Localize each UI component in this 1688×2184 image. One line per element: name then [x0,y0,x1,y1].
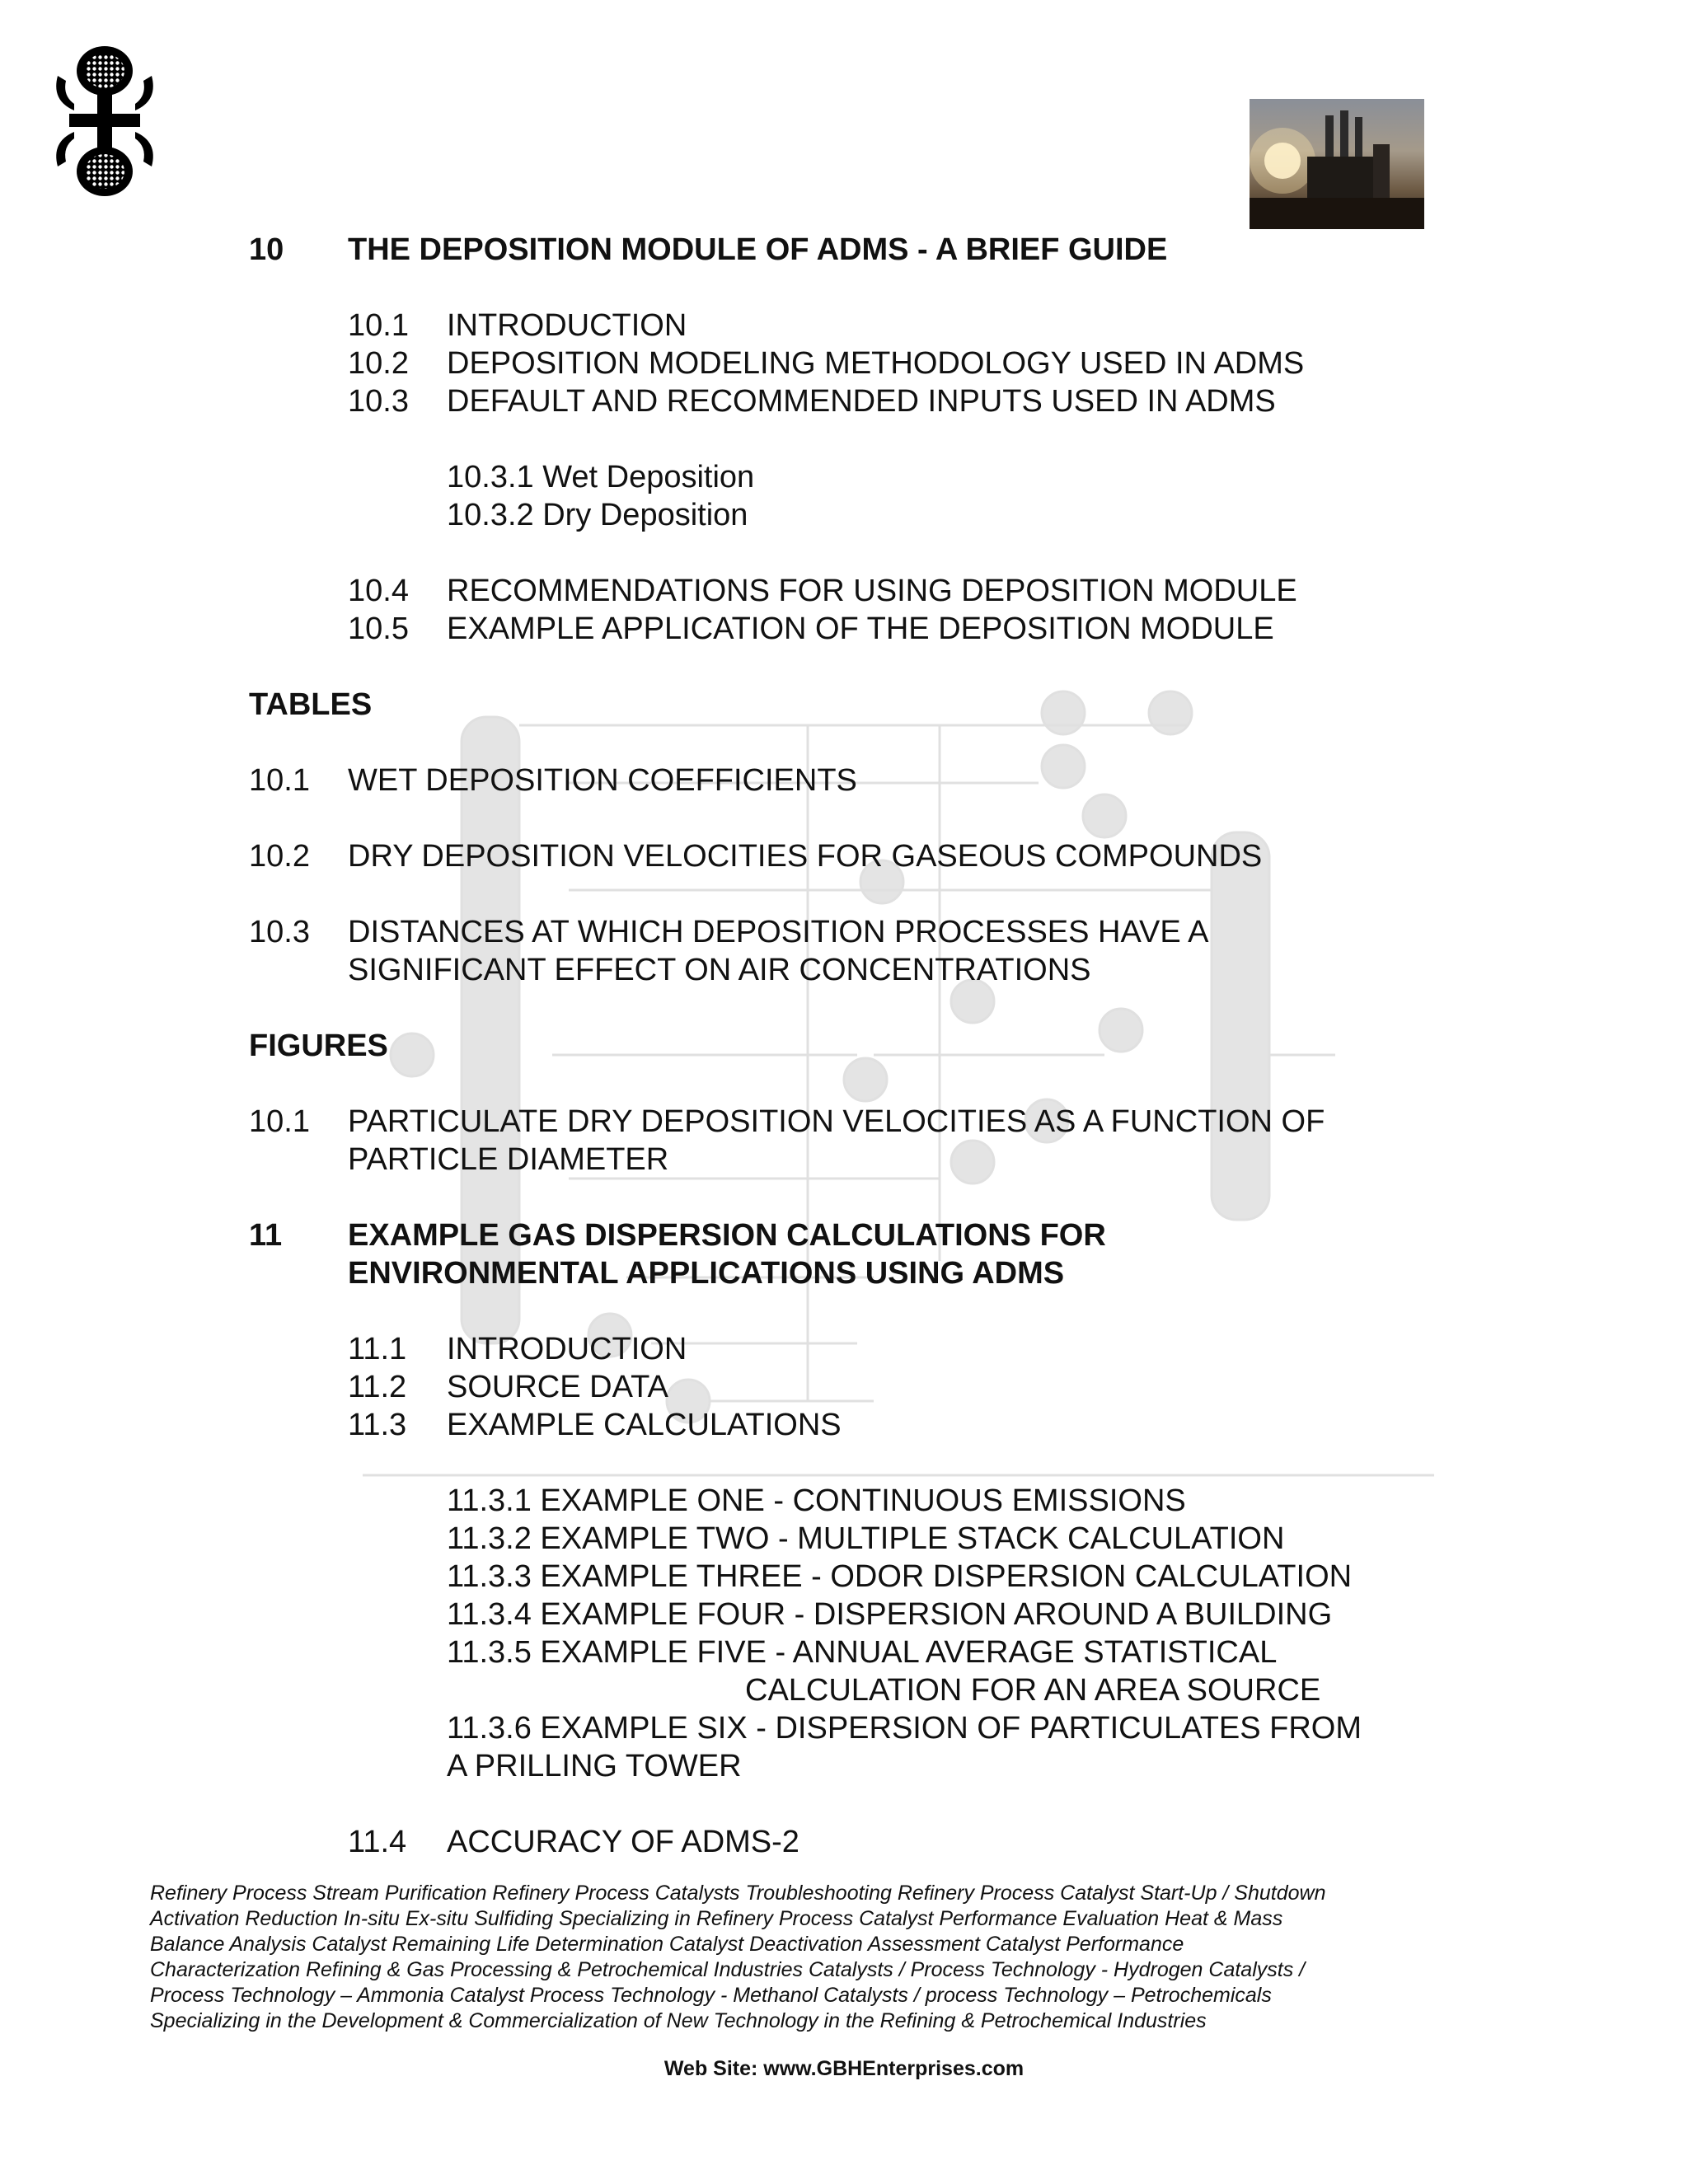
toc-entry-number: 10.1 [348,308,409,343]
refinery-sunset-photo [1250,99,1424,229]
footer-line: Refinery Process Stream Purification Refinery Process Catalysts Troubleshooting Refinery Process Catalyst Start-Up / Shutdown [150,1882,1326,1905]
section-heading [249,1216,1106,1254]
section-title: THE DEPOSITION MODULE OF ADMS - A BRIEF GUIDE [348,232,1168,267]
table-entry-number: 10.2 [249,839,310,874]
toc-subentry: 11.3.2 EXAMPLE TWO - MULTIPLE STACK CALCULATION [447,1521,1285,1556]
table-entry-number: 10.3 [249,915,310,949]
toc-entry [348,572,1297,610]
table-entry-continuation: SIGNIFICANT EFFECT ON AIR CONCENTRATIONS [348,953,1091,987]
footer-services-text [150,1881,1436,2034]
toc-entry-number: 10.3 [348,384,409,419]
footer-line: Specializing in the Development & Commercialization of New Technology in the Refining & Petrochemical Industries [150,2009,1207,2032]
toc-entry [348,1823,799,1861]
table-entry [249,762,857,799]
toc-entry [348,1368,668,1406]
toc-entry-number: 11.3 [348,1408,407,1442]
toc-entry-number: 11.4 [348,1825,407,1859]
table-entry-title: DISTANCES AT WHICH DEPOSITION PROCESSES HAVE A [348,915,1209,949]
toc-subentry: 11.3.3 EXAMPLE THREE - ODOR DISPERSION CALCULATION [447,1559,1353,1594]
toc-entry [348,1330,687,1368]
toc-entry-title: INTRODUCTION [447,1332,687,1366]
table-entry-title: WET DEPOSITION COEFFICIENTS [348,763,857,798]
toc-subentry: 11.3.1 EXAMPLE ONE - CONTINUOUS EMISSIONS [447,1483,1186,1518]
section-number: 11 [249,1218,283,1253]
figures-heading: FIGURES [249,1029,388,1063]
toc-entry-title: RECOMMENDATIONS FOR USING DEPOSITION MODULE [447,574,1297,608]
toc-entry-number: 11.2 [348,1370,407,1404]
toc-entry-title: INTRODUCTION [447,308,687,343]
toc-subentry: 10.3.2 Dry Deposition [447,498,748,532]
toc-entry-title: EXAMPLE CALCULATIONS [447,1408,842,1442]
toc-entry-number: 10.4 [348,574,409,608]
website-link[interactable]: Web Site: www.GBHEnterprises.com [663,2057,1025,2080]
figure-entry-number: 10.1 [249,1104,310,1139]
section-number: 10 [249,232,284,267]
toc-entry-number: 11.1 [348,1332,407,1366]
section-heading [249,231,1167,269]
toc-subentry: 11.3.6 EXAMPLE SIX - DISPERSION OF PARTICULATES FROM [447,1711,1362,1746]
toc-subentry: 11.3.4 EXAMPLE FOUR - DISPERSION AROUND A BUILDING [447,1597,1333,1632]
tables-heading: TABLES [249,687,373,722]
section-title-continuation: ENVIRONMENTAL APPLICATIONS USING ADMS [348,1256,1065,1291]
footer-line: Balance Analysis Catalyst Remaining Life Determination Catalyst Deactivation Assessment Catalyst Performance [150,1933,1184,1956]
table-entry [249,837,1262,875]
toc-entry [348,382,1276,420]
toc-subentry-continuation: A PRILLING TOWER [447,1749,742,1783]
figure-entry [249,1103,1325,1141]
toc-subentry: 10.3.1 Wet Deposition [447,460,755,494]
toc-entry-title: EXAMPLE APPLICATION OF THE DEPOSITION MODULE [447,612,1274,646]
table-entry-number: 10.1 [249,763,310,798]
toc-entry [348,610,1274,648]
toc-entry-number: 10.5 [348,612,409,646]
footer-line: Characterization Refining & Gas Processing & Petrochemical Industries Catalysts / Process Technology - Hydrogen Catalysts / [150,1958,1306,1981]
figure-entry-continuation: PARTICLE DIAMETER [348,1142,669,1177]
toc-entry-title: DEPOSITION MODELING METHODOLOGY USED IN ADMS [447,346,1305,381]
toc-entry-title: DEFAULT AND RECOMMENDED INPUTS USED IN ADMS [447,384,1276,419]
footer-line: Activation Reduction In-situ Ex-situ Sulfiding Specializing in Refinery Process Catalyst Performance Evaluation Heat & Mass [150,1907,1283,1930]
gbh-logo-icon [51,43,158,199]
toc-entry-title: SOURCE DATA [447,1370,668,1404]
toc-subentry-continuation: CALCULATION FOR AN AREA SOURCE [745,1673,1321,1708]
footer-line: Process Technology – Ammonia Catalyst Process Technology - Methanol Catalysts / process Technology – Petrochemicals [150,1984,1272,2007]
toc-entry-number: 10.2 [348,346,409,381]
section-title: EXAMPLE GAS DISPERSION CALCULATIONS FOR [348,1218,1106,1253]
toc-entry [348,1406,842,1444]
table-entry [249,913,1209,951]
toc-entry [348,344,1304,382]
table-entry-title: DRY DEPOSITION VELOCITIES FOR GASEOUS COMPOUNDS [348,839,1263,874]
toc-entry-title: ACCURACY OF ADMS-2 [447,1825,799,1859]
toc-subentry: 11.3.5 EXAMPLE FIVE - ANNUAL AVERAGE STATISTICAL [447,1635,1278,1670]
toc-entry [348,307,687,344]
figure-entry-title: PARTICULATE DRY DEPOSITION VELOCITIES AS A FUNCTION OF [348,1104,1325,1139]
